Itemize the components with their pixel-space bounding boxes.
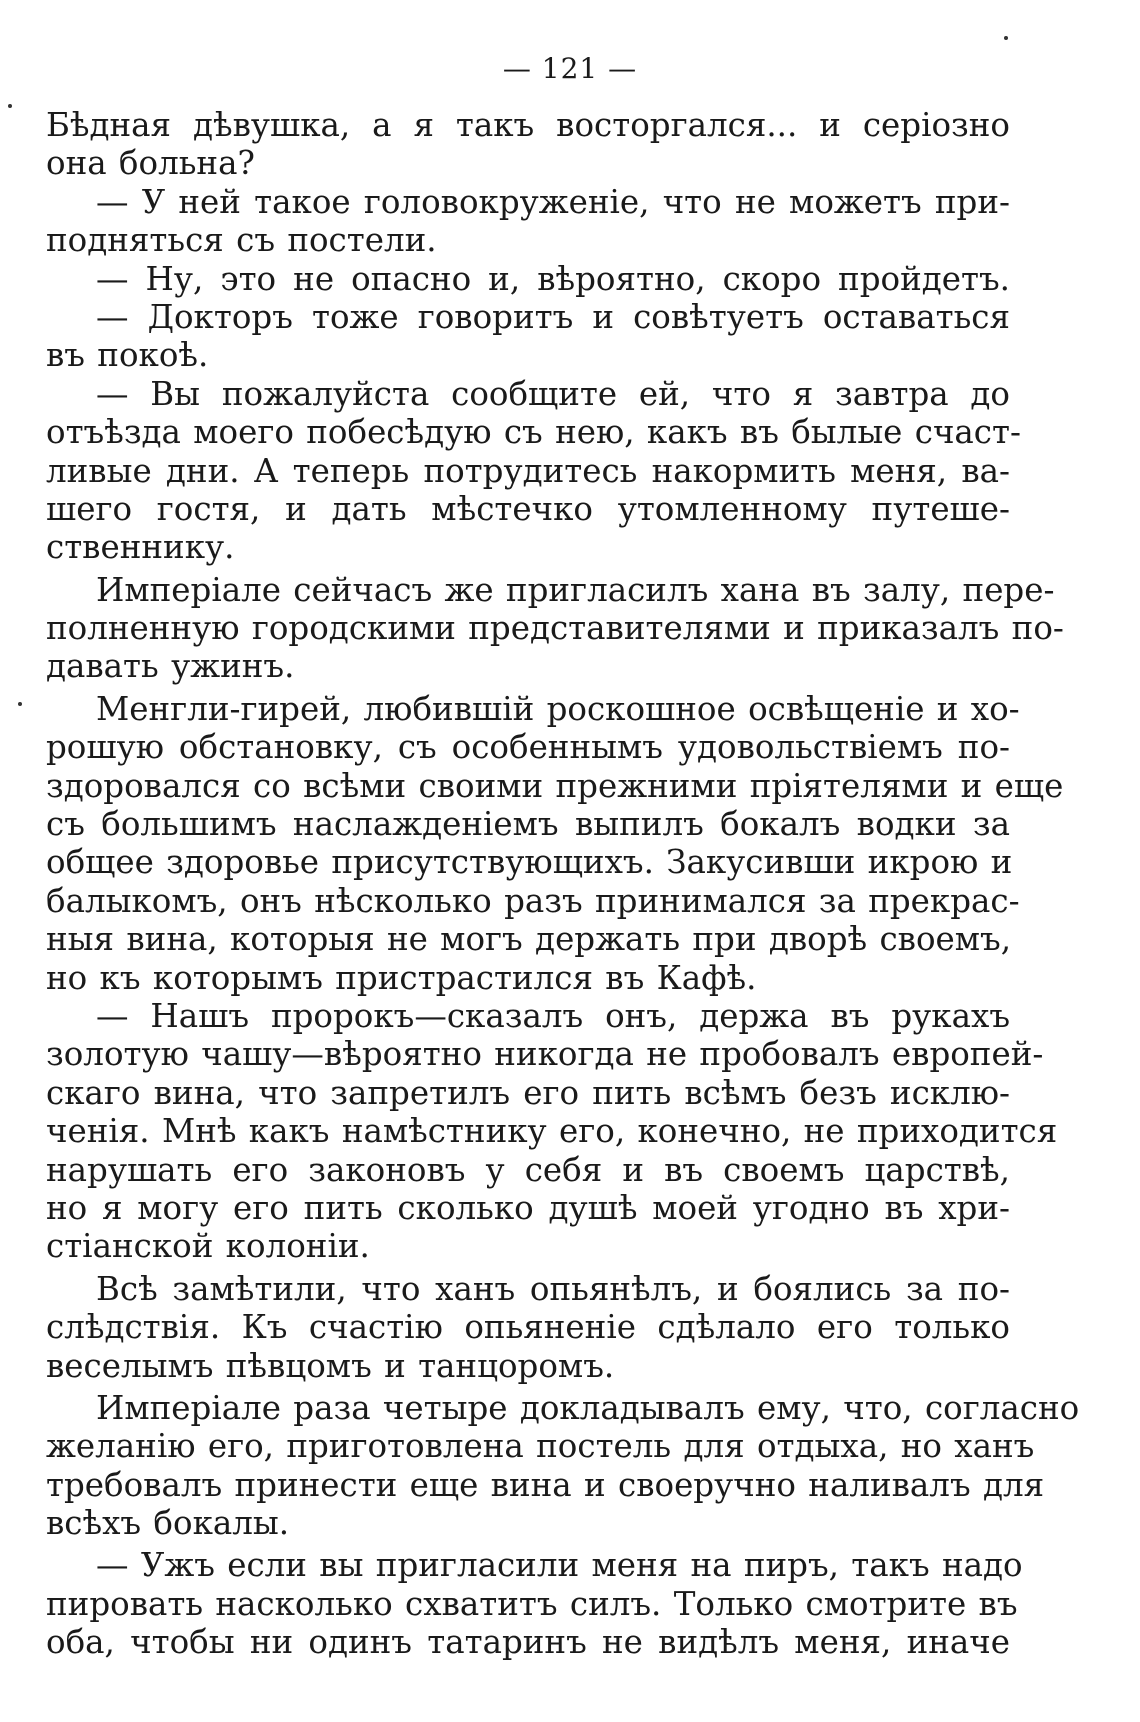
text-line: Имперіале раза четыре докладывалъ ему, что, согласно bbox=[96, 1388, 1080, 1427]
text-line: ственнику. bbox=[46, 528, 235, 567]
text-line: стіанской колоніи. bbox=[46, 1227, 370, 1266]
text-line: Имперіале сейчасъ же пригласилъ хана въ залу, пере- bbox=[96, 570, 1055, 609]
print-speck bbox=[1004, 36, 1008, 40]
text-line: — Ну, это не опасно и, вѣроятно, скоро пройдетъ. bbox=[96, 259, 1010, 298]
text-line: требовалъ принести еще вина и своеручно наливалъ для bbox=[46, 1465, 1045, 1504]
text-line: съ большимъ наслажденіемъ выпилъ бокалъ водки за bbox=[46, 805, 1010, 844]
body-text bbox=[46, 106, 1080, 1662]
text-line: она больна? bbox=[46, 144, 255, 183]
text-line: оба, чтобы ни одинъ татаринъ не видѣлъ меня, иначе bbox=[46, 1623, 1010, 1662]
text-line: — Докторъ тоже говоритъ и совѣтуетъ оставаться bbox=[96, 297, 1010, 336]
text-line: ныя вина, которыя не могъ держать при дворѣ своемъ, bbox=[46, 920, 1012, 959]
text-line: золотую чашу—вѣроятно никогда не пробовалъ европей- bbox=[46, 1035, 1044, 1074]
text-line: рошую обстановку, съ особеннымъ удовольствіемъ по- bbox=[46, 728, 1010, 767]
text-line: здоровался со всѣми своими прежними пріятелями и еще bbox=[46, 766, 1064, 805]
text-line: — Вы пожалуйста сообщите ей, что я завтра до bbox=[96, 374, 1010, 413]
text-line: общее здоровье присутствующихъ. Закусивши икрою и bbox=[46, 843, 1013, 882]
text-line: отъѣзда моего побесѣдую съ нею, какъ въ былые счаст- bbox=[46, 413, 1021, 452]
text-line: — Ужъ если вы пригласили меня на пиръ, такъ надо bbox=[96, 1546, 1023, 1585]
text-line: шего гостя, и дать мѣстечко утомленному путеше- bbox=[46, 489, 1010, 528]
text-line: — У ней такое головокруженіе, что не можетъ при- bbox=[96, 182, 1010, 221]
print-speck bbox=[18, 702, 22, 706]
text-line: давать ужинъ. bbox=[46, 647, 295, 686]
text-line: подняться съ постели. bbox=[46, 221, 437, 260]
text-line: — Нашъ пророкъ—сказалъ онъ, держа въ рукахъ bbox=[96, 996, 1010, 1035]
text-line: желанію его, приготовлена постель для отдыха, но ханъ bbox=[46, 1427, 1035, 1466]
page-number: — 121 — bbox=[502, 52, 638, 85]
text-line: слѣдствія. Къ счастію опьяненіе сдѣлало его только bbox=[46, 1308, 1010, 1347]
text-line: Бѣдная дѣвушка, а я такъ восторгался... и серіозно bbox=[46, 106, 1010, 144]
text-line: балыкомъ, онъ нѣсколько разъ принимался за прекрас- bbox=[46, 881, 1020, 920]
text-line: въ покоѣ. bbox=[46, 336, 209, 375]
text-line: Всѣ замѣтили, что ханъ опьянѣлъ, и боялись за по- bbox=[96, 1269, 1010, 1308]
text-line: Менгли-гирей, любившій роскошное освѣщеніе и хо- bbox=[96, 689, 1020, 728]
text-line: но я могу его пить сколько душѣ моей угодно въ хри- bbox=[46, 1188, 1010, 1227]
text-line: пировать насколько схватитъ силъ. Только смотрите въ bbox=[46, 1584, 1018, 1623]
text-line: ливые дни. А теперь потрудитесь накормить меня, ва- bbox=[46, 451, 1010, 490]
text-line: веселымъ пѣвцомъ и танцоромъ. bbox=[46, 1346, 615, 1385]
text-line: всѣхъ бокалы. bbox=[46, 1504, 290, 1543]
text-line: нарушать его законовъ у себя и въ своемъ царствѣ, bbox=[46, 1150, 1010, 1189]
text-line: полненную городскими представителями и приказалъ по- bbox=[46, 609, 1064, 648]
print-speck bbox=[8, 104, 12, 108]
text-line: но къ которымъ пристрастился въ Кафѣ. bbox=[46, 958, 757, 997]
text-line: ченія. Мнѣ какъ намѣстнику его, конечно, не приходится bbox=[46, 1112, 1058, 1151]
text-line: скаго вина, что запретилъ его пить всѣмъ безъ исклю- bbox=[46, 1073, 1010, 1112]
